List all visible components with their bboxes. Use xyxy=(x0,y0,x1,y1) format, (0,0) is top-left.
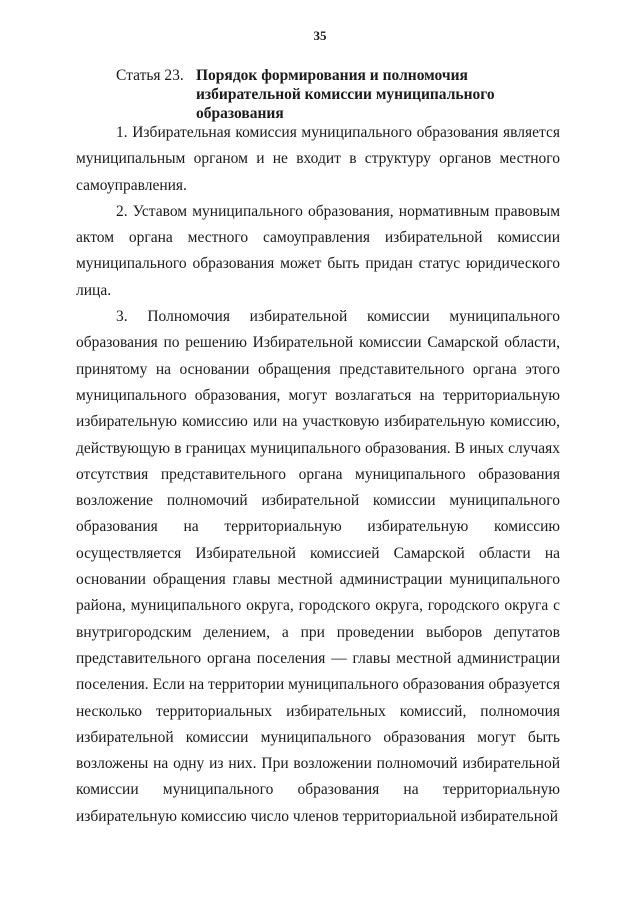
article-label: Статья 23. xyxy=(116,67,184,84)
paragraph-3: 3. Полномочия избирательной комиссии муниципального образования по решению Избирательной комиссии Самарской области, принятому на основании обращения представительного органа этого муниципального образования, могут возлагаться на территориальную избирательную комиссию или на участковую избирательную комиссию, действующую в границах муниципального образования. В иных случаях отсутствия представительного органа муниципального образования возложение полномочий избирательной комиссии муниципального образования на территориальную избирательную комиссию осуществляется Избирательной комиссией Самарской области на основании обращения главы местной администрации муниципального района, муниципального округа, городского округа, городского округа с внутригородским делением, а при проведении выборов депутатов представительного органа поселения — главы местной администрации поселения. Если на территории муниципального образования образуется несколько территориальных избирательных комиссий, полномочия избирательной комиссии муниципального образования могут быть возложены на одну из них. При возложении полномочий избирательной комиссии муниципального образования на территориальную избирательную комиссию число членов территориальной избирательной xyxy=(76,308,560,825)
paragraph-1: 1. Избирательная комиссия муниципального образования является муниципальным органом и не входит в структуру органов местного самоуправления. xyxy=(76,124,560,194)
article-header xyxy=(116,66,546,123)
paragraph-2: 2. Уставом муниципального образования, нормативным правовым актом органа местного самоуправления избирательной комиссии муниципального образования может быть придан статус юридического лица. xyxy=(76,202,560,299)
article-title: Порядок формирования и полномочия избирательной комиссии муниципального образования xyxy=(196,67,495,122)
article-body xyxy=(76,120,560,830)
page-number: 35 xyxy=(313,28,327,43)
